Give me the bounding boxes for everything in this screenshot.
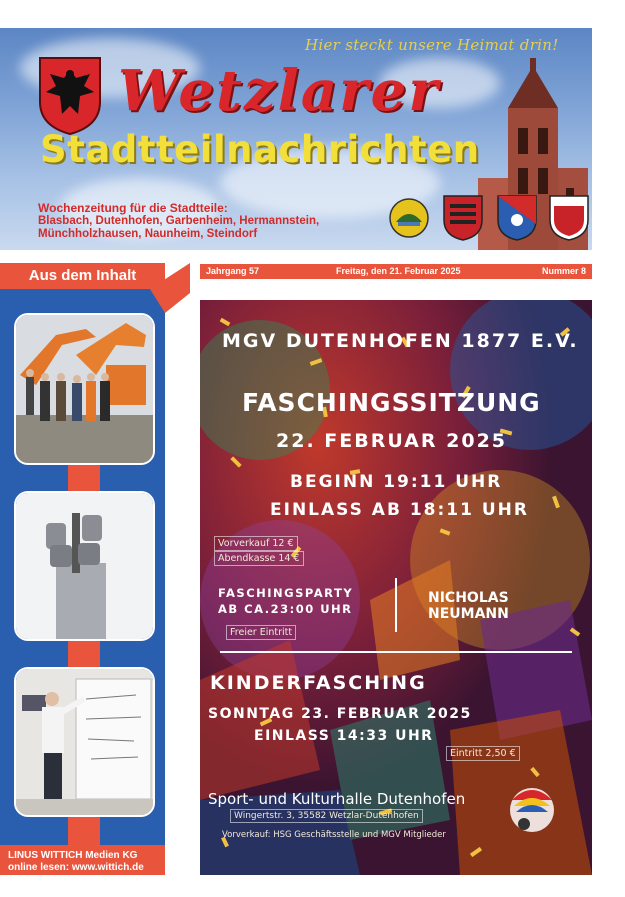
weekly-label: Wochenzeitung für die Stadtteile: [38, 201, 228, 215]
poster-venue: Sport- und Kulturhalle Dutenhofen [208, 790, 466, 808]
masthead-tagline: Hier steckt unsere Heimat drin! [305, 36, 559, 54]
district-crest-icon [442, 194, 484, 242]
poster-kids-price: Eintritt 2,50 € [446, 746, 520, 761]
masthead-districts [38, 202, 319, 241]
poster-artist-name [428, 590, 509, 622]
artist-last-name: NEUMANN [428, 606, 509, 622]
masthead-subtitle: Stadtteilnachrichten [40, 128, 480, 171]
poster-kids-entry: EINLASS 14:33 UHR [254, 728, 434, 744]
teaser-photo-excavator[interactable] [14, 313, 155, 465]
poster-party-free: Freier Eintritt [226, 625, 296, 640]
poster-club-name: MGV DUTENHOFEN 1877 E.V. [222, 330, 579, 352]
sidebar-header: Aus dem Inhalt [0, 263, 165, 289]
poster-presale-price: Vorverkauf 12 € [214, 536, 298, 551]
contents-sidebar [0, 263, 190, 875]
poster-kids-date: SONNTAG 23. FEBRUAR 2025 [208, 706, 472, 722]
poster-entry-time: EINLASS AB 18:11 UHR [270, 500, 529, 520]
event-poster [200, 300, 592, 875]
masthead [0, 28, 592, 250]
teaser-photo-presentation[interactable] [14, 667, 155, 817]
poster-address: Wingertstr. 3, 35582 Wetzlar-Dutenhofen [230, 809, 423, 823]
poster-box-office-price: Abendkasse 14 € [214, 551, 304, 566]
issue-number: Nummer 8 [541, 266, 586, 276]
districts-line-2: Münchholzhausen, Naunheim, Steindorf [38, 228, 258, 240]
district-shield-icon [496, 194, 538, 242]
poster-presale-info: Vorverkauf: HSG Geschäftsstelle und MGV Mitglieder [222, 830, 446, 840]
district-naunheim-icon [548, 194, 590, 242]
artist-first-name: NICHOLAS [428, 590, 509, 606]
sidebar-footer [0, 845, 165, 875]
photo-connector [68, 640, 100, 670]
poster-party-title: FASCHINGSPARTY [218, 586, 354, 600]
districts-line-1: Blasbach, Dutenhofen, Garbenheim, Hermannstein, [38, 215, 320, 227]
publisher-website[interactable]: online lesen: www.wittich.de [8, 862, 144, 873]
photo-connector [68, 815, 100, 845]
poster-party-time: AB CA.23:00 UHR [218, 602, 353, 616]
publisher-name: LINUS WITTICH Medien KG [8, 850, 138, 861]
issue-info-bar [200, 264, 592, 279]
issue-date: Freitag, den 21. Februar 2025 [336, 266, 461, 276]
masthead-title: Wetzlarer [118, 58, 440, 124]
club-logo-icon [510, 788, 554, 832]
poster-event-title: FASCHINGSSITZUNG [242, 388, 541, 417]
teaser-photo-siren[interactable] [14, 491, 155, 641]
issue-volume: Jahrgang 57 [206, 266, 260, 276]
eagle-crest-icon [38, 56, 102, 136]
poster-event-date: 22. FEBRUAR 2025 [276, 430, 508, 452]
district-badge-icon [388, 194, 430, 242]
poster-kids-title: KINDERFASCHING [210, 672, 427, 694]
photo-connector [68, 463, 100, 493]
poster-begin-time: BEGINN 19:11 UHR [290, 472, 503, 492]
